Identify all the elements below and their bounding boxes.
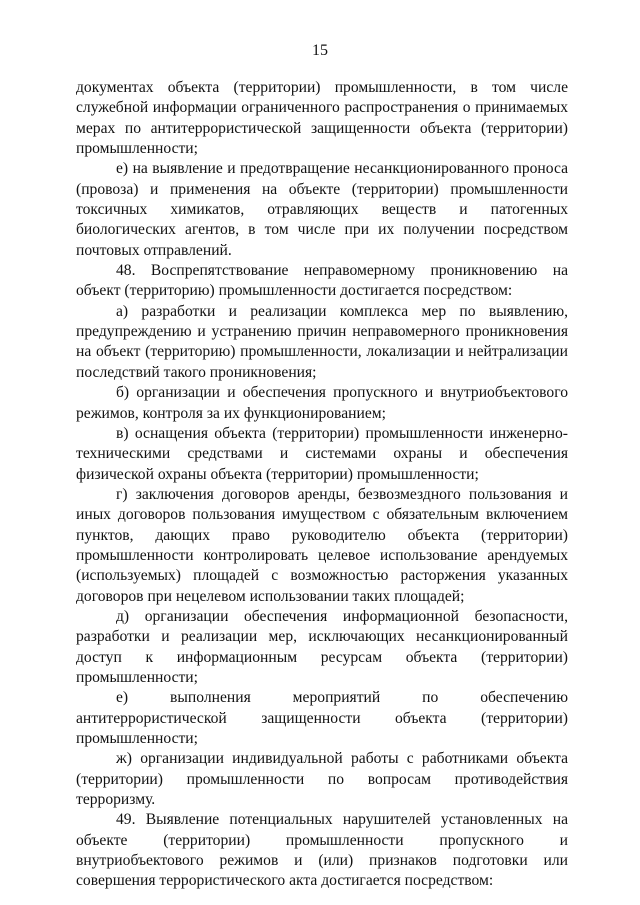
paragraph-48-b: б) организации и обеспечения пропускного и внутриобъектового режимов, контроля за их функционированием; xyxy=(76,384,568,422)
paragraph-continuation: документах объекта (территории) промышленности, в том числе служебной информации ограниченного распространения о принимаемых мерах по антитеррористической защищенности объекта (территории) промышленности; xyxy=(76,79,568,158)
paragraph-item-e: е) на выявление и предотвращение несанкционированного проноса (провоза) и применения на объекте (территории) промышленности токсичных химикатов, отравляющих веществ и патогенных биологических агентов, в том числе при их получении посредством почтовых отправлений. xyxy=(76,160,568,259)
paragraph-49: 49. Выявление потенциальных нарушителей установленных на объекте (территории) промышленности пропускного и внутриобъектового режимов и (или) признаков подготовки или совершения террористического акта достигается посредством: xyxy=(76,811,568,890)
document-body xyxy=(76,78,568,892)
page-number: 15 xyxy=(312,42,328,59)
paragraph-48-v: в) оснащения объекта (территории) промышленности инженерно-техническими средствами и системами охраны и обеспечения физической охраны объекта (территории) промышленности; xyxy=(76,424,568,483)
paragraph-48: 48. Воспрепятствование неправомерному проникновению на объект (территорию) промышленности достигается посредством: xyxy=(76,262,568,300)
paragraph-48-g: г) заключения договоров аренды, безвозмездного пользования и иных договоров пользования имуществом с обязательным включением пунктов, дающих право руководителю объекта (территории) промышленности контролировать целевое использование арендуемых (используемых) площадей с возможностью расторжения указанных договоров при нецелевом использовании таких площадей; xyxy=(76,485,568,605)
paragraph-48-zh: ж) организации индивидуальной работы с работниками объекта (территории) промышленности по вопросам противодействия терроризму. xyxy=(76,750,568,809)
paragraph-48-e: е) выполнения мероприятий по обеспечению антитеррористической защищенности объекта (территории) промышленности; xyxy=(76,689,568,747)
paragraph-48-a: а) разработки и реализации комплекса мер по выявлению, предупреждению и устранению причин неправомерного проникновения на объект (территорию) промышленности, локализации и нейтрализации последствий такого проникновения; xyxy=(76,302,568,381)
paragraph-48-d: д) организации обеспечения информационной безопасности, разработки и реализации мер, исключающих несанкционированный доступ к информационным ресурсам объекта (территории) промышленности; xyxy=(76,607,568,686)
